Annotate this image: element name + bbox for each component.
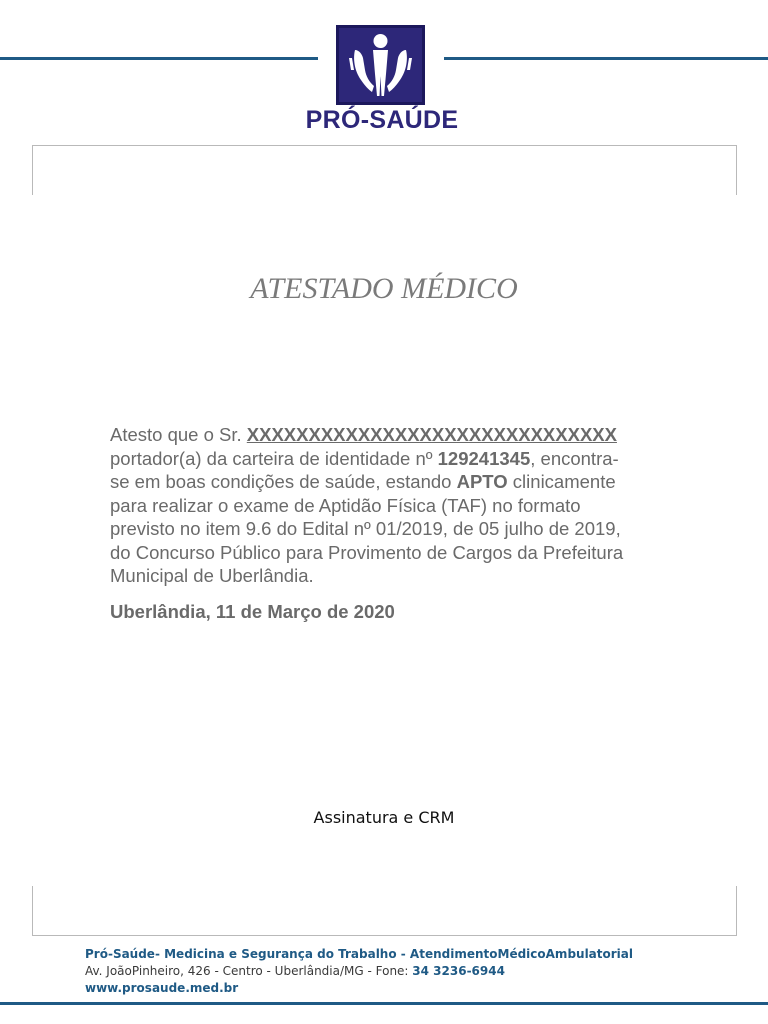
body-text-segment: clinicamente — [507, 471, 616, 492]
body-line-3 — [110, 470, 700, 494]
frame-bottom-border — [32, 886, 737, 936]
body-text-segment: portador(a) da carteira de identidade nº — [110, 447, 438, 469]
footer-rule — [0, 1002, 768, 1005]
body-text-segment: se em boas condições de saúde, estando — [110, 471, 457, 492]
footer — [85, 946, 633, 997]
footer-phone: 34 3236-6944 — [412, 964, 505, 978]
body-line-7: Municipal de Uberlândia. — [110, 565, 314, 586]
footer-company-line: Pró-Saúde- Medicina e Segurança do Trabalho - AtendimentoMédicoAmbulatorial — [85, 947, 634, 961]
frame-top-border — [32, 145, 737, 195]
brand-name: PRÓ-SAÚDE — [305, 106, 459, 134]
body-text-segment: Atesto que o Sr. — [110, 424, 247, 445]
body-line-2 — [110, 447, 700, 471]
certificate-body — [110, 423, 700, 588]
document-title: ATESTADO MÉDICO — [250, 272, 518, 305]
header-rule-right — [444, 57, 768, 60]
footer-website[interactable]: www.prosaude.med.br — [85, 981, 239, 995]
body-line-1 — [110, 423, 700, 447]
footer-address: Av. JoãoPinheiro, 426 - Centro - Uberlândia/MG - Fone: — [85, 964, 413, 978]
body-line-5: previsto no item 9.6 do Edital nº 01/2019, de 05 julho de 2019, — [110, 518, 621, 539]
body-line-4: para realizar o exame de Aptidão Física (TAF) no formato — [110, 494, 581, 516]
apto-status: APTO — [456, 471, 508, 492]
hands-person-logo-icon — [336, 25, 425, 105]
signature-label: Assinatura e CRM — [313, 808, 455, 827]
footer-address-line — [85, 963, 633, 980]
patient-name: XXXXXXXXXXXXXXXXXXXXXXXXXXXXXX — [246, 424, 617, 445]
body-line-6: do Concurso Público para Provimento de Cargos da Prefeitura — [110, 541, 624, 563]
id-number: 129241345 — [437, 447, 531, 469]
body-text-segment: , encontra- — [530, 447, 619, 469]
header-rule-left — [0, 57, 318, 60]
date-line: Uberlândia, 11 de Março de 2020 — [110, 601, 395, 622]
